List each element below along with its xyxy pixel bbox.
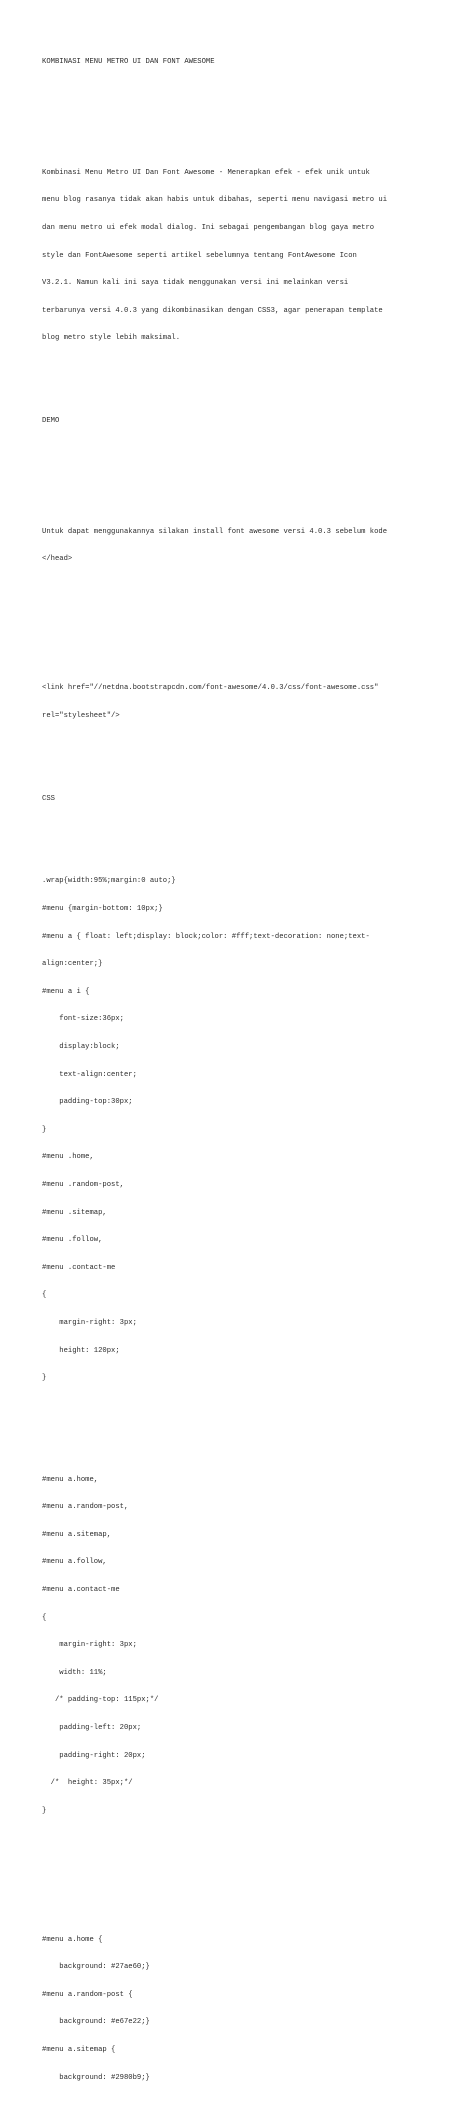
code-line: text-align:center; (42, 1070, 137, 1079)
spacer (42, 114, 412, 123)
demo-label: DEMO (42, 417, 60, 426)
code-line: <link href="//netdna.bootstrapcdn.com/font-awesome/4.0.3/css/font-awesome.css" (42, 684, 379, 693)
code-line: } (42, 1125, 47, 1134)
code-line: /* height: 35px;*/ (42, 1779, 133, 1788)
code-line: .wrap{width:95%;margin:0 auto;} (42, 877, 176, 886)
document-title: KOMBINASI MENU METRO UI DAN FONT AWESOME (42, 58, 215, 67)
code-line: padding-left: 20px; (42, 1724, 142, 1733)
code-line: } (42, 1374, 47, 1383)
code-line: width: 11%; (42, 1668, 107, 1677)
code-line: { (42, 1613, 47, 1622)
intro-line: Kombinasi Menu Metro UI Dan Font Awesome - Menerapkan efek - efek unik untuk (42, 168, 370, 177)
code-line: #menu a.random-post, (42, 1503, 129, 1512)
code-line: #menu {margin-bottom: 10px;} (42, 904, 163, 913)
code-line: padding-right: 20px; (42, 1751, 146, 1760)
css-label: CSS (42, 794, 55, 803)
code-line: margin-right: 3px; (42, 1641, 137, 1650)
spacer (42, 822, 412, 831)
spacer (42, 1880, 412, 1889)
code-line: #menu a { float: left;display: block;color: #fff;text-decoration: none;text- (42, 932, 370, 941)
intro-paragraph (42, 150, 412, 362)
spacer (42, 629, 412, 638)
code-line: #menu a.random-post { (42, 1990, 133, 1999)
intro-line: menu blog rasanya tidak akan habis untuk dibahas, seperti menu navigasi metro ui (42, 196, 388, 205)
spacer (42, 472, 412, 481)
code-line: #menu a.sitemap { (42, 2046, 116, 2055)
code-line: } (42, 1806, 47, 1815)
spacer (42, 601, 412, 610)
code-line: font-size:36px; (42, 1015, 124, 1024)
code-line: #menu a.follow, (42, 1558, 107, 1567)
css-code-block-3 (42, 1917, 412, 2101)
code-line: align:center;} (42, 960, 103, 969)
intro-line: style dan FontAwesome seperti artikel sebelumnya tentang FontAwesome Icon (42, 251, 357, 260)
css-code-block-2 (42, 1457, 412, 1834)
document-content (42, 40, 412, 2120)
install-paragraph (42, 509, 412, 583)
code-line: background: #27ae60;} (42, 1963, 150, 1972)
code-line: padding-top:30px; (42, 1098, 133, 1107)
intro-line: V3.2.1. Namun kali ini saya tidak menggunakan versi ini melainkan versi (42, 279, 349, 288)
intro-line: blog metro style lebih maksimal. (42, 334, 181, 343)
code-line: #menu a.home, (42, 1475, 99, 1484)
code-line: #menu .sitemap, (42, 1208, 107, 1217)
install-line: Untuk dapat menggunakannya silakan install font awesome versi 4.0.3 sebelum kode (42, 527, 388, 536)
intro-line: terbarunya versi 4.0.3 yang dikombinasikan dengan CSS3, agar penerapan template (42, 306, 383, 315)
code-line: /* padding-top: 115px;*/ (42, 1696, 159, 1705)
spacer (42, 758, 412, 767)
code-line: #menu .follow, (42, 1236, 103, 1245)
spacer (42, 1853, 412, 1862)
install-line: </head> (42, 555, 73, 564)
code-line: #menu a i { (42, 987, 90, 996)
spacer (42, 1420, 412, 1429)
code-line: margin-right: 3px; (42, 1319, 137, 1328)
css-code-block-1 (42, 859, 412, 1402)
code-line: rel="stylesheet"/> (42, 711, 120, 720)
code-line: background: #e67e22;} (42, 2018, 150, 2027)
intro-line: dan menu metro ui efek modal dialog. Ini sebagai pengembangan blog gaya metro (42, 224, 375, 233)
link-tag-code (42, 666, 412, 740)
spacer (42, 445, 412, 454)
code-line: background: #2980b9;} (42, 2073, 150, 2082)
code-line: display:block; (42, 1043, 120, 1051)
code-line: #menu .contact-me (42, 1263, 116, 1272)
code-line: #menu .random-post, (42, 1181, 124, 1190)
code-line: #menu a.contact-me (42, 1585, 120, 1594)
code-line: { (42, 1291, 47, 1300)
code-line: #menu .home, (42, 1153, 94, 1162)
code-line: height: 120px; (42, 1346, 120, 1355)
code-line: #menu a.home { (42, 1935, 103, 1944)
code-line: #menu a.sitemap, (42, 1530, 112, 1539)
spacer (42, 380, 412, 389)
spacer (42, 86, 412, 95)
